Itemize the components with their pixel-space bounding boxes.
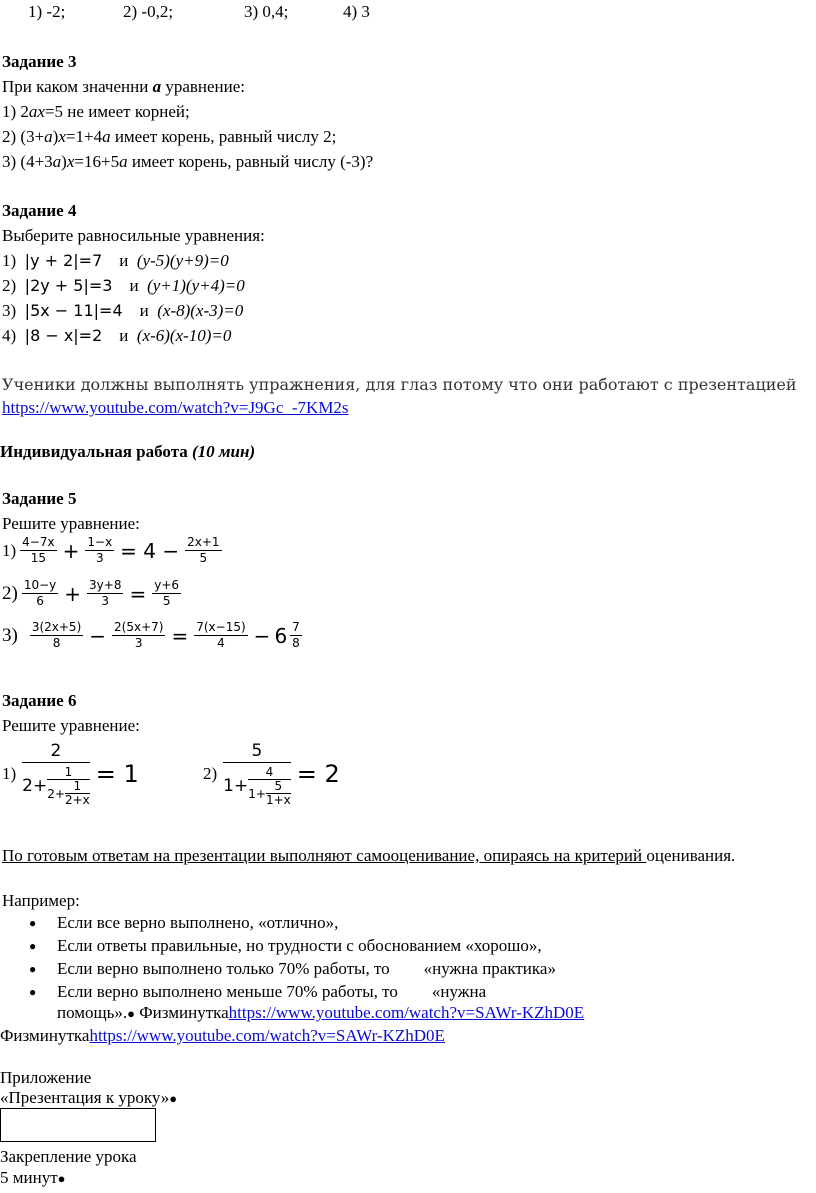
task4-intro: Выберите равносильные уравнения: [2,226,265,245]
task4-item-1: 1) |y + 2|=7 и (y-5)(y+9)=0 [2,251,229,270]
fraction: $\frac{2x+1}{5}$ [187,535,220,565]
youtube-link-2[interactable]: https://www.youtube.com/watch?v=SAWr-KZhD0E [228,1003,585,1022]
minutes-label: 5 минут● [0,1168,66,1187]
answer-3: 3) 0,4; [244,2,289,21]
task6-intro: Решите уравнение: [2,716,140,735]
individual-work-title: Индивидуальная работа (10 мин) [0,442,256,461]
task5-equation-1: 1) $\frac{4-7x}{15}$ + $\frac{1-x}{3}$ = 4 − $\frac{2x+1}{5}$ [2,535,220,565]
task4-item-4: 4) |8 − x|=2 и (x-6)(x-10)=0 [2,326,232,345]
task3-title: Задание 3 [2,52,77,71]
bullet-icon: ● [169,1091,178,1106]
task3-intro: При каком значенни a уравнение: [2,77,246,96]
task5-equation-3: 3) $\frac{3(2x+5)}{8}$ − $\frac{2(5x+7)}{3}$ = $\frac{7(x-15)}{4}$ − 6 $\frac{7}{8}$ [2,620,300,650]
youtube-link-3[interactable]: https://www.youtube.com/watch?v=SAWr-KZhD0E [89,1026,445,1045]
task6-equation-2: 2) 5 1+ 4 1+ $\frac{5}{1+x}$ = 2 [203,741,340,807]
task3-item-3: 3) (4+3a)x=16+5a имеет корень, равный числу (-3)? [2,152,374,171]
task3-item-2: 2) (3+a)x=1+4a имеет корень, равный числу 2; [2,127,337,146]
fraction: $\frac{1-x}{3}$ [87,535,113,565]
continued-fraction: 5 1+ 4 1+ $\frac{5}{1+x}$ [223,741,291,807]
consolidation-label: Закрепление урока [0,1147,137,1166]
bullet-icon: ● [127,1006,135,1021]
fizminutka-row: Физминуткаhttps://www.youtube.com/watch?v=SAWr-KZhD0E [0,1026,445,1045]
answer-4: 4) 3 [343,2,370,21]
presentation-label: «Презентация к уроку»● [0,1088,178,1107]
criteria-item-4-continued: помощь».● Физминуткаhttps://www.youtube.com/watch?v=SAWr-KZhD0E [57,1003,585,1022]
fraction: $\frac{7(x-15)}{4}$ [196,620,246,650]
fraction: $\frac{10-y}{6}$ [23,578,57,608]
answers-row [0,0,816,24]
fraction: $\frac{3y+8}{3}$ [89,578,122,608]
bullet-icon: ● [57,1171,66,1186]
fraction: $\frac{2(5x+7)}{3}$ [114,620,164,650]
task5-intro: Решите уравнение: [2,514,140,533]
task4-item-3: 3) |5x − 11|=4 и (x-8)(x-3)=0 [2,301,244,320]
task6-equation-1: 1) 2 2+ 1 2+ $\frac{1}{2+x}$ = 1 [2,741,139,807]
link-row-1 [2,398,349,418]
example-label: Например: [2,891,80,910]
answer-2: 2) -0,2; [123,2,174,21]
mixed-fraction: $\frac{7}{8}$ [292,620,300,650]
eye-exercise-note: Ученики должны выполнять упражнения, для глаз потому что они работают с презентацией [2,375,797,394]
fraction: $\frac{3(2x+5)}{8}$ [31,620,82,650]
bullet-icon: ● [29,939,37,953]
fraction: $\frac{4-7x}{15}$ [22,535,55,565]
bullet-icon: ● [29,985,37,999]
self-evaluation-text: По готовым ответам на презентации выполняют самооценивание, опираясь на критерий оценивания. [2,846,736,865]
appendix-label: Приложение [0,1068,92,1087]
task6-title: Задание 6 [2,691,77,710]
bullet-icon: ● [29,916,37,930]
task5-title: Задание 5 [2,489,77,508]
task4-item-2: 2) |2y + 5|=3 и (y+1)(y+4)=0 [2,276,245,295]
presentation-attachment-box[interactable] [0,1108,156,1142]
bullet-icon: ● [29,962,37,976]
fraction: $\frac{y+6}{5}$ [154,578,180,608]
youtube-link-1[interactable]: https://www.youtube.com/watch?v=J9Gc_-7KM2s [2,398,349,417]
continued-fraction: 2 2+ 1 2+ $\frac{1}{2+x}$ [22,741,90,807]
task4-title: Задание 4 [2,201,77,220]
answer-1: 1) -2; [28,2,66,21]
task3-item-1: 1) 2ax=5 не имеет корней; [2,102,190,121]
task5-equation-2: 2) $\frac{10-y}{6}$ + $\frac{3y+8}{3}$ = $\frac{y+6}{5}$ [2,578,180,608]
